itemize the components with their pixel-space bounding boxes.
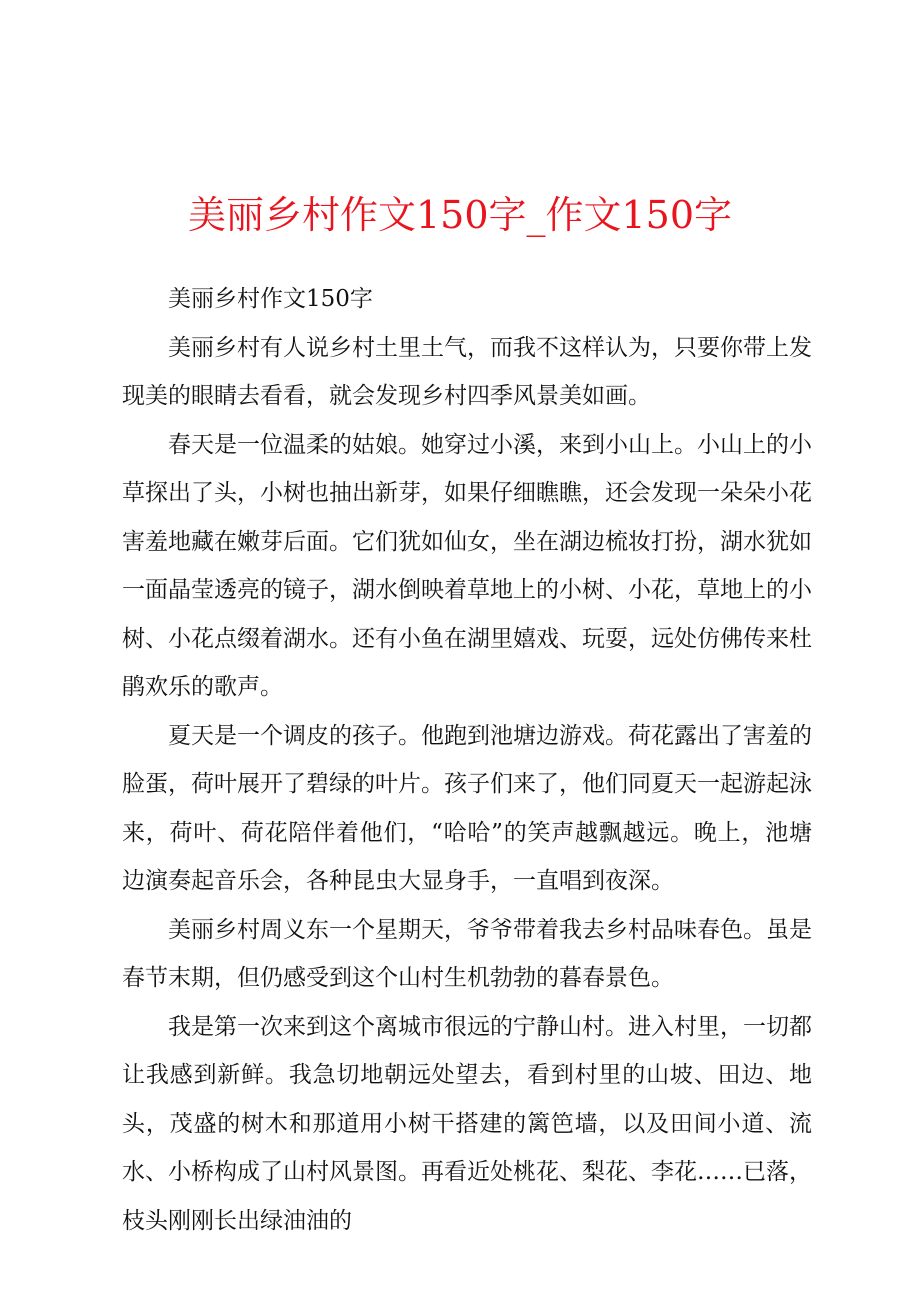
document-title: 美丽乡村作文150字_作文150字 [187,193,733,237]
document-body [122,275,812,1245]
paragraph-spring: 春天是一位温柔的姑娘。她穿过小溪，来到小山上。小山上的小草探出了头，小树也抽出新芽，如果仔细瞧瞧，还会发现一朵朵小花害羞地藏在嫩芽后面。它们犹如仙女，坐在湖边梳妆打扮，湖水犹如一面晶莹透亮的镜子，湖水倒映着草地上的小树、小花，草地上的小树、小花点缀着湖水。还有小鱼在湖里嬉戏、玩耍，远处仿佛传来杜鹃欢乐的歌声。 [122,431,812,700]
paragraph-subtitle: 美丽乡村作文150字 [168,286,373,312]
paragraph-summer: 夏天是一个调皮的孩子。他跑到池塘边游戏。荷花露出了害羞的脸蛋，荷叶展开了碧绿的叶片。孩子们来了，他们同夏天一起游起泳来，荷叶、荷花陪伴着他们，“哈哈”的笑声越飘越远。晚上，池塘边演奏起音乐会，各种昆虫大显身手，一直唱到夜深。 [122,722,812,894]
paragraph-village: 我是第一次来到这个离城市很远的宁静山村。进入村里，一切都让我感到新鲜。我急切地朝远处望去，看到村里的山坡、田边、地头，茂盛的树木和那道用小树干搭建的篱笆墙，以及田间小道、流水、小桥构成了山村风景图。再看近处桃花、梨花、李花……已落，枝头刚刚长出绿油油的 [122,1013,812,1234]
paragraph-intro: 美丽乡村有人说乡村土里土气，而我不这样认为，只要你带上发现美的眼睛去看看，就会发现乡村四季风景美如画。 [122,334,812,409]
paragraph-sunday: 美丽乡村周义东一个星期天，爷爷带着我去乡村品味春色。虽是春节末期，但仍感受到这个山村生机勃勃的暮春景色。 [122,916,812,991]
